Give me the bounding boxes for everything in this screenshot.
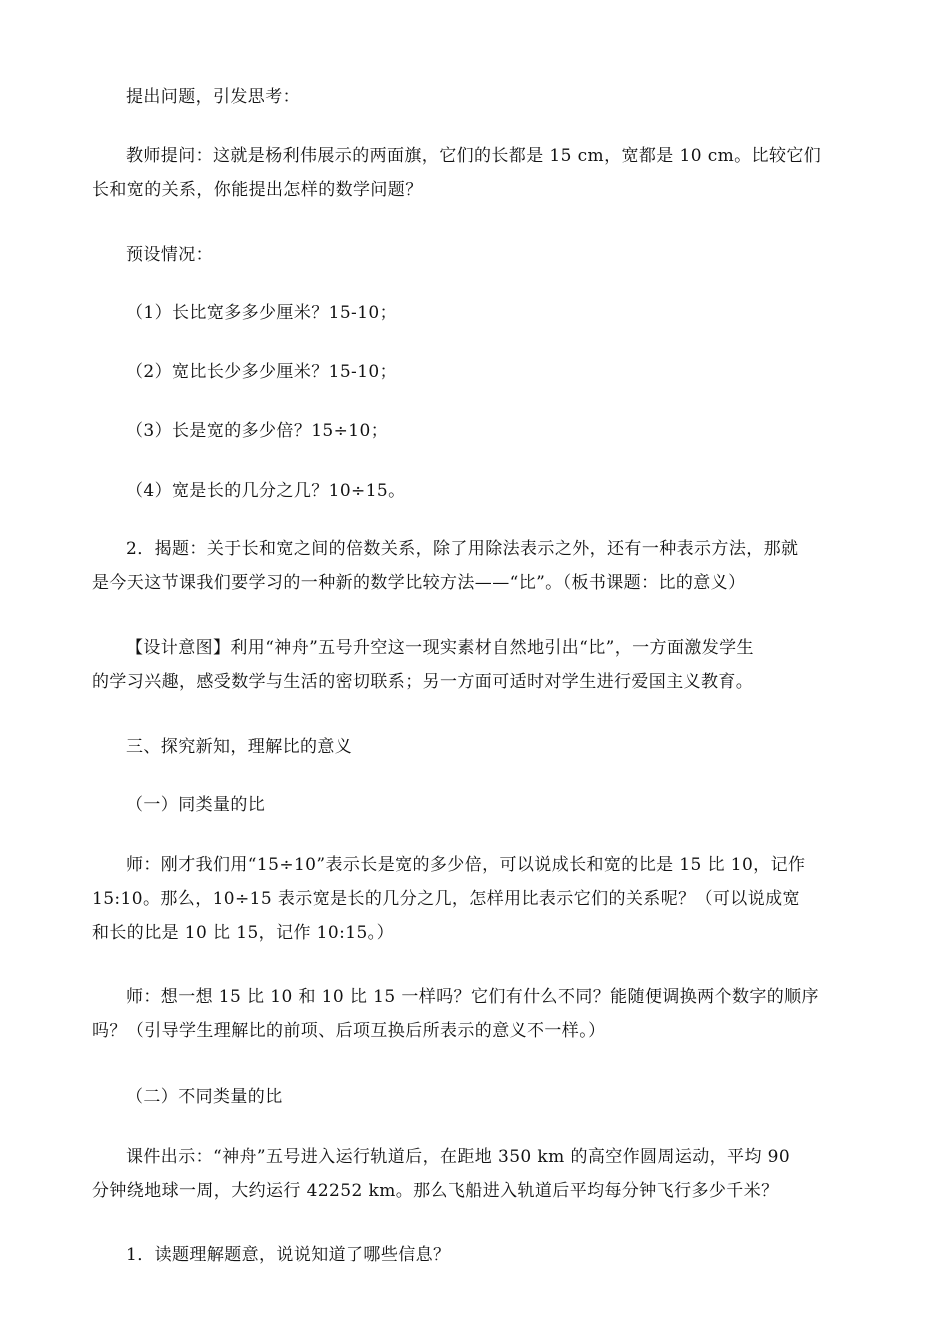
section-heading-explore xyxy=(92,730,862,764)
text-line: 教师提问：这就是杨利伟展示的两面旗，它们的长都是 15 cm，宽都是 10 cm。比较它们 xyxy=(126,146,822,166)
text-line: 是今天这节课我们要学习的一种新的数学比较方法——“比”。（板书课题：比的意义） xyxy=(92,573,746,593)
text-line: 的学习兴趣，感受数学与生活的密切联系；另一方面可适时对学生进行爱国主义教育。 xyxy=(92,672,754,692)
text-line: 分钟绕地球一周，大约运行 42252 km。那么飞船进入轨道后平均每分钟飞行多少千米？ xyxy=(92,1181,779,1201)
text-line: 15:10。那么，10÷15 表示宽是长的几分之几，怎样用比表示它们的关系呢？（可以说成宽 xyxy=(92,889,800,909)
paragraph-preset-2 xyxy=(92,355,862,389)
paragraph-read-question xyxy=(92,1238,862,1272)
paragraph-preset-3 xyxy=(92,414,862,448)
text-line: 课件出示：“神舟”五号进入运行轨道后，在距地 350 km 的高空作圆周运动，平均 90 xyxy=(126,1147,791,1167)
text-line: 2．揭题：关于长和宽之间的倍数关系，除了用除法表示之外，还有一种表示方法，那就 xyxy=(126,539,799,559)
text-line: 1．读题理解题意，说说知道了哪些信息？ xyxy=(126,1245,451,1265)
paragraph-preset-heading xyxy=(92,238,862,272)
text-line: （一）同类量的比 xyxy=(126,795,266,815)
paragraph-courseware xyxy=(92,1140,862,1208)
text-line: （2）宽比长少多少厘米？15-10； xyxy=(126,362,398,382)
text-line: （3）长是宽的多少倍？15÷10； xyxy=(126,421,389,441)
paragraph-design-intent xyxy=(92,631,862,699)
text-line: 预设情况： xyxy=(126,245,213,265)
text-line: 师：想一想 15 比 10 和 10 比 15 一样吗？它们有什么不同？能随便调换两个数字的顺序 xyxy=(126,987,819,1007)
text-line: （二）不同类量的比 xyxy=(126,1087,283,1107)
paragraph-teacher-question xyxy=(92,139,862,207)
paragraph-reveal-topic xyxy=(92,532,862,600)
text-line: 【设计意图】利用“神舟”五号升空这一现实素材自然地引出“比”，一方面激发学生 xyxy=(126,638,754,658)
text-line: （1）长比宽多多少厘米？15-10； xyxy=(126,303,398,323)
subsection-heading-same-kind xyxy=(92,788,862,822)
text-line: 师：刚才我们用“15÷10”表示长是宽的多少倍，可以说成长和宽的比是 15 比 10，记作 xyxy=(126,855,806,875)
text-line: 提出问题，引发思考： xyxy=(126,87,300,107)
text-line: 长和宽的关系，你能提出怎样的数学问题？ xyxy=(92,180,423,200)
subsection-heading-different-kind xyxy=(92,1080,862,1114)
paragraph-preset-4 xyxy=(92,474,862,508)
paragraph-teacher-think xyxy=(92,980,862,1048)
paragraph-preset-1 xyxy=(92,296,862,330)
text-line: （4）宽是长的几分之几？10÷15。 xyxy=(126,481,406,501)
text-line: 吗？（引导学生理解比的前项、后项互换后所表示的意义不一样。） xyxy=(92,1021,606,1041)
text-line: 和长的比是 10 比 15，记作 10:15。） xyxy=(92,923,394,943)
text-line: 三、探究新知，理解比的意义 xyxy=(126,737,353,757)
paragraph-question-intro xyxy=(92,80,862,114)
paragraph-teacher-ratio xyxy=(92,848,862,950)
